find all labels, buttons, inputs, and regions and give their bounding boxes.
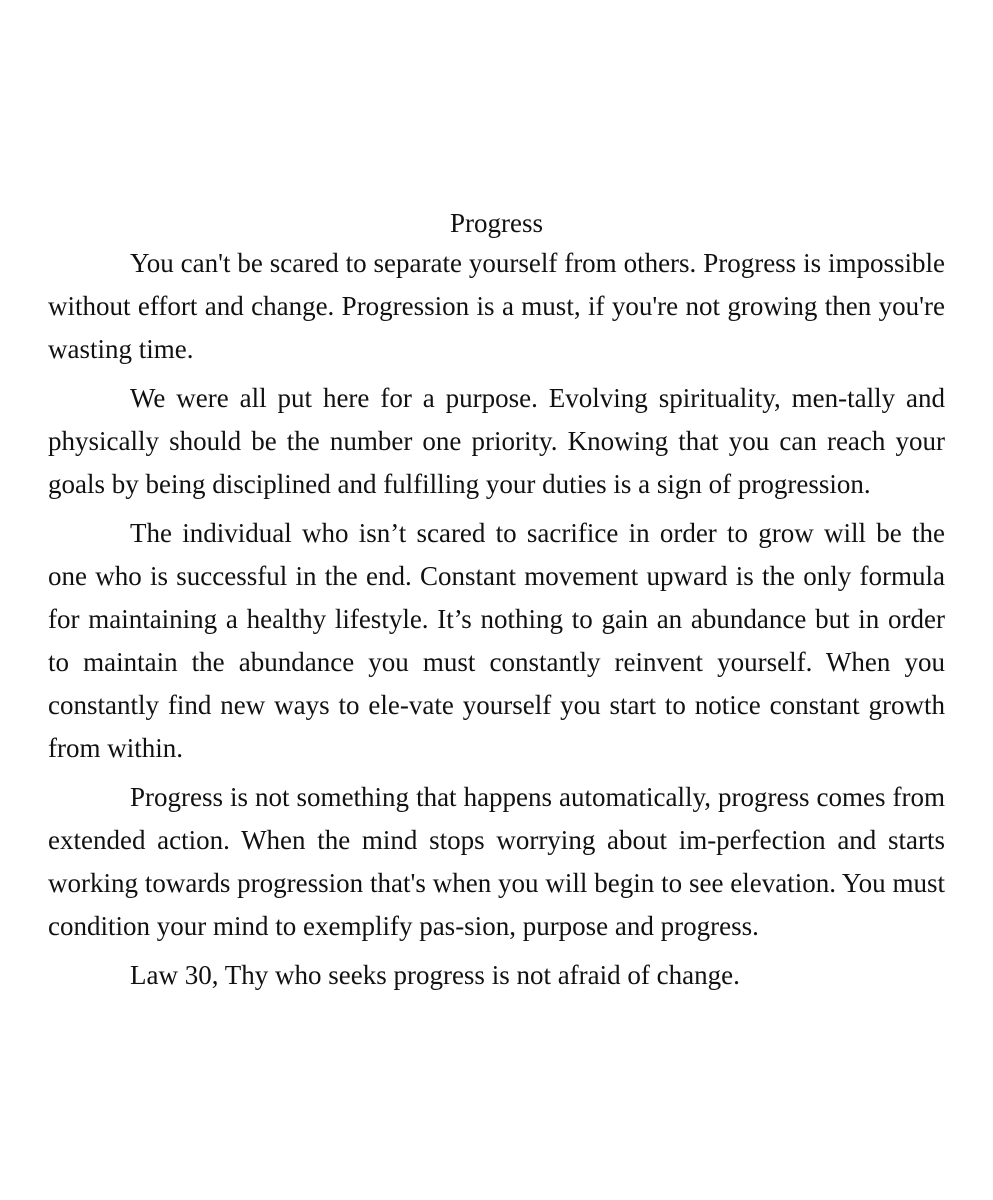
paragraph: You can't be scared to separate yourself from others. Progress is impossible without effort and change. Progression is a must, if you're not growing then you're wasting time. [48,248,945,364]
paragraph: Progress is not something that happens automatically, progress comes from extended action. When the mind stops worrying about im-perfection and starts working towards progression that's when you will begin to see elevation. You must condition your mind to exemplify pas-sion, purpose and progress. [48,782,945,941]
law-statement: Law 30, Thy who seeks progress is not afraid of change. [130,960,740,990]
document-page [48,205,945,1003]
paragraph: We were all put here for a purpose. Evolving spirituality, men-tally and physically should be the number one priority. Knowing that you can reach your goals by being disciplined and fulfilling your duties is a sign of progression. [48,383,945,499]
paragraph: The individual who isn’t scared to sacrifice in order to grow will be the one who is successful in the end. Constant movement upward is the only formula for maintaining a healthy lifestyle. It’s nothing to gain an abundance but in order to maintain the abundance you must constantly reinvent yourself. When you constantly find new ways to ele-vate yourself you start to notice constant growth from within. [48,518,945,763]
document-title: Progress [450,208,543,238]
